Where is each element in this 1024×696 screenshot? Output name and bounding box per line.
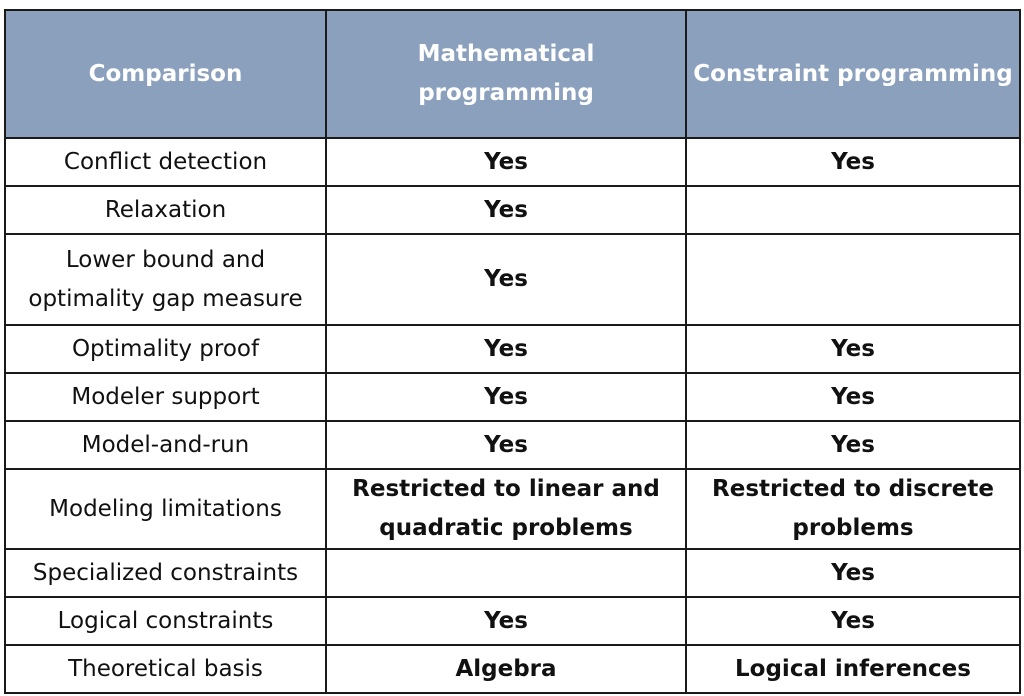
table-row bbox=[5, 373, 1020, 421]
row-label: Logical constraints bbox=[5, 597, 326, 645]
row-label: Relaxation bbox=[5, 186, 326, 234]
table-row bbox=[5, 186, 1020, 234]
table-row bbox=[5, 549, 1020, 597]
header-mathematical-programming: Mathematical programming bbox=[326, 10, 686, 138]
constraint-programming-cell: Logical inferences bbox=[686, 645, 1020, 693]
row-label: Modeler support bbox=[5, 373, 326, 421]
math-programming-cell: Restricted to linear and quadratic problems bbox=[326, 469, 686, 549]
header-constraint-programming: Constraint programming bbox=[686, 10, 1020, 138]
math-programming-cell: Yes bbox=[326, 373, 686, 421]
row-label: Specialized constraints bbox=[5, 549, 326, 597]
constraint-programming-cell: Yes bbox=[686, 421, 1020, 469]
row-label: Conflict detection bbox=[5, 138, 326, 186]
math-programming-cell: Yes bbox=[326, 138, 686, 186]
table-row bbox=[5, 421, 1020, 469]
constraint-programming-cell: Yes bbox=[686, 138, 1020, 186]
row-label: Modeling limitations bbox=[5, 469, 326, 549]
row-label: Theoretical basis bbox=[5, 645, 326, 693]
row-label: Model-and-run bbox=[5, 421, 326, 469]
constraint-programming-cell: Yes bbox=[686, 325, 1020, 373]
table-header-row bbox=[5, 10, 1020, 138]
constraint-programming-cell: Yes bbox=[686, 373, 1020, 421]
constraint-programming-cell bbox=[686, 234, 1020, 325]
math-programming-cell: Algebra bbox=[326, 645, 686, 693]
math-programming-cell: Yes bbox=[326, 186, 686, 234]
table-row bbox=[5, 645, 1020, 693]
row-label: Optimality proof bbox=[5, 325, 326, 373]
table-row bbox=[5, 597, 1020, 645]
table-row bbox=[5, 138, 1020, 186]
row-label: Lower bound and optimality gap measure bbox=[5, 234, 326, 325]
math-programming-cell: Yes bbox=[326, 234, 686, 325]
comparison-table bbox=[4, 9, 1021, 694]
constraint-programming-cell: Yes bbox=[686, 549, 1020, 597]
table-row bbox=[5, 234, 1020, 325]
table-row bbox=[5, 469, 1020, 549]
math-programming-cell bbox=[326, 549, 686, 597]
header-comparison: Comparison bbox=[5, 10, 326, 138]
math-programming-cell: Yes bbox=[326, 325, 686, 373]
math-programming-cell: Yes bbox=[326, 421, 686, 469]
constraint-programming-cell: Yes bbox=[686, 597, 1020, 645]
constraint-programming-cell: Restricted to discrete problems bbox=[686, 469, 1020, 549]
table-row bbox=[5, 325, 1020, 373]
comparison-table-container bbox=[4, 9, 1019, 690]
constraint-programming-cell bbox=[686, 186, 1020, 234]
math-programming-cell: Yes bbox=[326, 597, 686, 645]
